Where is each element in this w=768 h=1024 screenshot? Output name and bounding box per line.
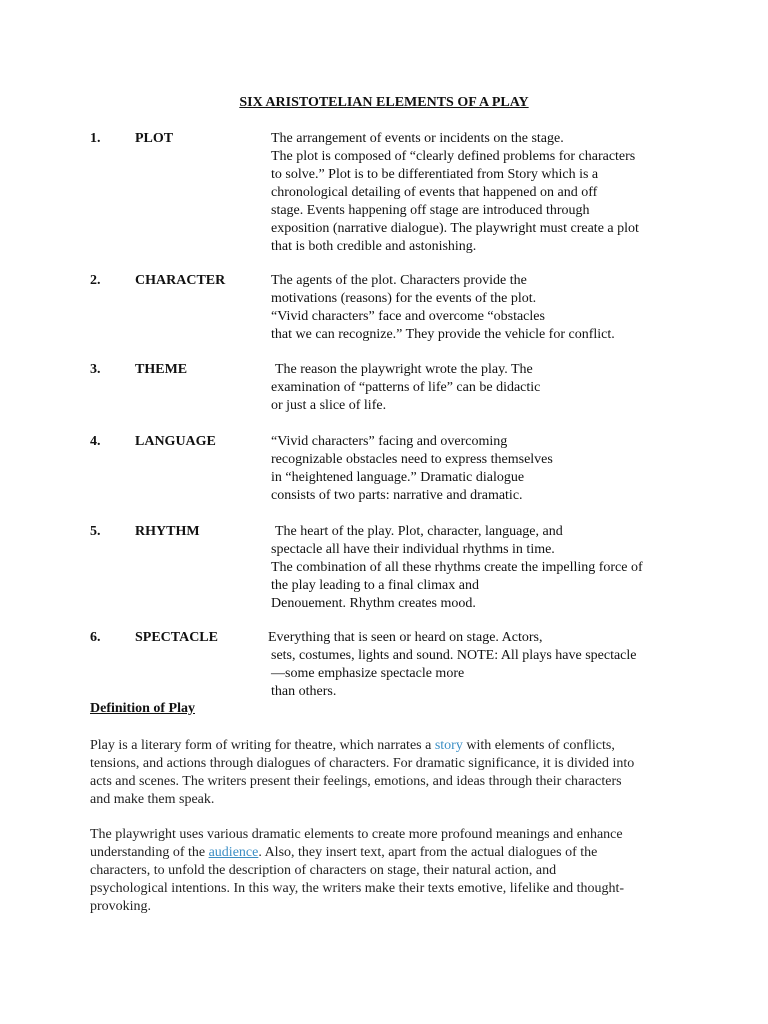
element-line: to solve.” Plot is to be differentiated from Story which is a (271, 167, 599, 182)
element-number: 3. (90, 362, 101, 377)
element-line: motivations (reasons) for the events of the plot. (271, 291, 537, 306)
definition-paragraph-2 (90, 826, 690, 916)
element-line: The heart of the play. Plot, character, language, and (275, 524, 563, 539)
element-number: 4. (90, 434, 101, 449)
element-line: “Vivid characters” facing and overcoming (271, 434, 508, 449)
paragraph-line: The playwright uses various dramatic elements to create more profound meanings and enhance (90, 827, 623, 842)
element-number: 6. (90, 630, 101, 645)
definition-heading: Definition of Play (90, 701, 195, 716)
element-line: that is both credible and astonishing. (271, 239, 477, 254)
element-number: 2. (90, 273, 101, 288)
element-line: spectacle all have their individual rhythms in time. (271, 542, 555, 557)
element-name: RHYTHM (135, 524, 200, 539)
element-line: Denouement. Rhythm creates mood. (271, 596, 476, 611)
paragraph-text: understanding of the (90, 845, 209, 860)
element-line: chronological detailing of events that happened on and off (271, 185, 598, 200)
element-line: Everything that is seen or heard on stage. Actors, (268, 630, 543, 645)
definition-paragraph-1 (90, 737, 690, 809)
paragraph-line: tensions, and actions through dialogues of characters. For dramatic significance, it is divided into (90, 756, 635, 771)
paragraph-line: provoking. (90, 899, 152, 914)
element-line: the play leading to a final climax and (271, 578, 479, 593)
paragraph-text: Play is a literary form of writing for theatre, which narrates a (90, 738, 435, 753)
story-link[interactable]: story (434, 738, 463, 753)
paragraph-text: . Also, they insert text, apart from the actual dialogues of the (258, 845, 598, 860)
element-line: or just a slice of life. (271, 398, 387, 413)
paragraph-line (90, 737, 690, 755)
element-line: —some emphasize spectacle more (271, 666, 465, 681)
element-line: The agents of the plot. Characters provide the (271, 273, 527, 288)
document-title: SIX ARISTOTELIAN ELEMENTS OF A PLAY (239, 95, 529, 110)
element-line: sets, costumes, lights and sound. NOTE: All plays have spectacle (271, 648, 637, 663)
element-line: examination of “patterns of life” can be didactic (271, 380, 541, 395)
element-line: exposition (narrative dialogue). The playwright must create a plot (271, 221, 639, 236)
paragraph-line: psychological intentions. In this way, the writers make their texts emotive, lifelike and thought- (90, 881, 625, 896)
element-line: in “heightened language.” Dramatic dialogue (271, 470, 525, 485)
element-name: LANGUAGE (135, 434, 216, 449)
element-number: 1. (90, 131, 101, 146)
element-line: The plot is composed of “clearly defined problems for characters (271, 149, 636, 164)
element-name: SPECTACLE (135, 630, 218, 645)
paragraph-text: with elements of conflicts, (462, 738, 615, 753)
element-line: The combination of all these rhythms create the impelling force of (271, 560, 643, 575)
element-line: consists of two parts: narrative and dramatic. (271, 488, 523, 503)
element-line: recognizable obstacles need to express themselves (271, 452, 553, 467)
paragraph-line (90, 844, 690, 862)
element-line: The arrangement of events or incidents on the stage. (271, 131, 564, 146)
element-line: stage. Events happening off stage are introduced through (271, 203, 590, 218)
element-line: “Vivid characters” face and overcome “obstacles (271, 309, 545, 324)
paragraph-line: characters, to unfold the description of characters on stage, their natural action, and (90, 863, 557, 878)
element-line: that we can recognize.” They provide the vehicle for conflict. (271, 327, 615, 342)
element-number: 5. (90, 524, 101, 539)
element-name: PLOT (135, 131, 174, 146)
audience-link[interactable]: audience (208, 845, 259, 860)
element-name: THEME (135, 362, 188, 377)
paragraph-line: acts and scenes. The writers present their feelings, emotions, and ideas through their characters (90, 774, 622, 789)
element-line: than others. (271, 684, 337, 699)
element-name: CHARACTER (135, 273, 226, 288)
paragraph-line: and make them speak. (90, 792, 215, 807)
element-line: The reason the playwright wrote the play. The (275, 362, 533, 377)
